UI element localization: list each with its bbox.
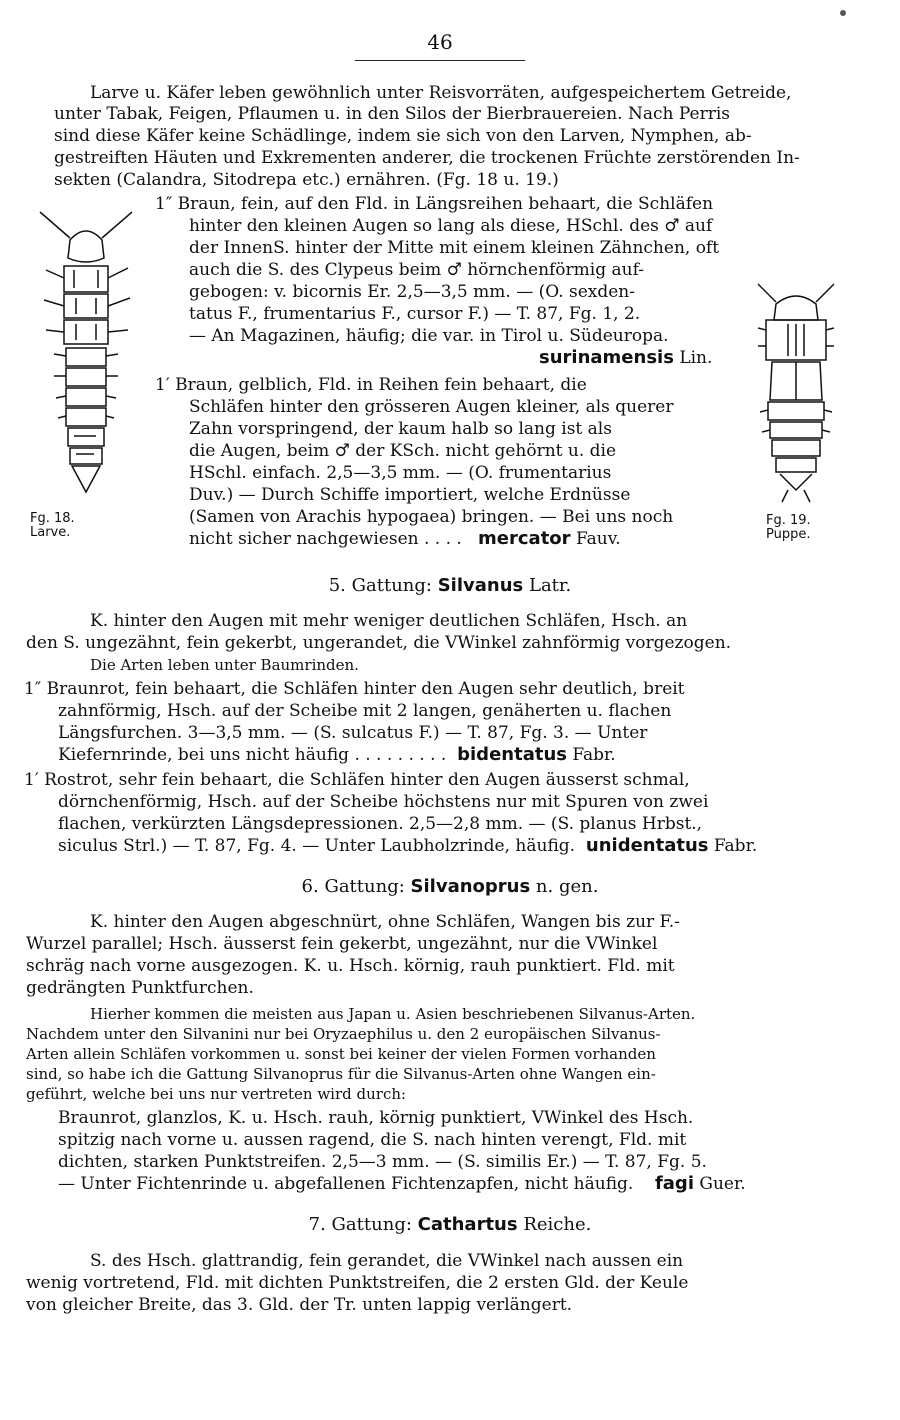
key1-line: auch die S. des Clypeus beim ♂ hörnchenförmig auf- — [189, 260, 645, 280]
genus6-note: sind, so habe ich die Gattung Silvanoprus für die Silvanus-Arten ohne Wangen ein- — [26, 1065, 656, 1083]
genus5-key2: 1′ Rostrot, sehr fein behaart, die Schläfen hinter den Augen äusserst schmal, — [24, 770, 690, 790]
key2-line: Schläfen hinter den grösseren Augen kleiner, als querer — [189, 397, 674, 417]
key1-line: hinter den kleinen Augen so lang als diese, HSchl. des ♂ auf — [189, 216, 713, 236]
key2-line: Zahn vorspringend, der kaum halb so lang ist als — [189, 419, 612, 439]
intro-line: sind diese Käfer keine Schädlinge, indem sie sich von den Larven, Nymphen, ab- — [54, 126, 752, 146]
intro-line: gestreiften Häuten und Exkrementen anderer, die trockenen Früchte zerstörenden In- — [54, 148, 800, 168]
species-name: bidentatus — [457, 744, 567, 765]
genus6-note: Nachdem unter den Silvanini nur bei Oryzaephilus u. den 2 europäischen Silvanus- — [26, 1025, 661, 1043]
genus6-species — [58, 1173, 746, 1195]
intro-line: Larve u. Käfer leben gewöhnlich unter Reisvorräten, aufgespeichertem Getreide, — [90, 83, 792, 103]
genus-name: Cathartus — [417, 1214, 518, 1235]
genus-heading: 7. Gattung: Cathartus Reiche. — [308, 1214, 592, 1235]
key1-line: — An Magazinen, häufig; die var. in Tirol u. Südeuropa. — [189, 326, 669, 346]
species-author: Fabr. — [572, 745, 616, 765]
species-author: Guer. — [699, 1174, 746, 1194]
key-text: — Unter Fichtenrinde u. abgefallenen Fichtenzapfen, nicht häufig. — [58, 1174, 634, 1194]
key1-line: 1″ Braun, fein, auf den Fld. in Längsreihen behaart, die Schläfen — [155, 194, 714, 214]
key-text: siculus Strl.) — T. 87, Fg. 4. — Unter Laubholzrinde, häufig. — [58, 836, 576, 856]
key-text: Kiefernrinde, bei uns nicht häufig . . . . . . . . . — [58, 745, 447, 765]
species-name: mercator — [478, 528, 571, 549]
key2-line: die Augen, beim ♂ der KSch. nicht gehörnt u. die — [189, 441, 617, 461]
species-author: Fabr. — [713, 836, 758, 856]
genus5-key1: zahnförmig, Hsch. auf der Scheibe mit 2 langen, genäherten u. flachen — [58, 701, 672, 721]
ink-speck — [840, 10, 846, 16]
fig19-label: Fg. 19. — [766, 513, 811, 528]
species-name: surinamensis — [539, 347, 674, 368]
genus5-key2: flachen, verkürzten Längsdepressionen. 2,5—2,8 mm. — (S. planus Hrbst., — [58, 814, 703, 834]
genus-name: Silvanus — [437, 575, 524, 596]
larva-figure — [32, 208, 142, 518]
genus-heading: 6. Gattung: Silvanoprus n. gen. — [301, 876, 599, 897]
key2-line: HSchl. einfach. 2,5—3,5 mm. — (O. frumentarius — [189, 463, 612, 483]
genus6-desc: gedrängten Punktfurchen. — [26, 978, 254, 998]
genus5-desc: K. hinter den Augen mit mehr weniger deutlichen Schläfen, Hsch. an — [90, 611, 688, 631]
genus5-key1: Längsfurchen. 3—3,5 mm. — (S. sulcatus F.) — T. 87, Fg. 3. — Unter — [58, 723, 648, 743]
genus5-note: Die Arten leben unter Baumrinden. — [90, 656, 359, 674]
genus5-key2 — [58, 835, 757, 857]
genus6-species: Braunrot, glanzlos, K. u. Hsch. rauh, körnig punktiert, VWinkel des Hsch. — [58, 1108, 694, 1128]
genus5-key1: 1″ Braunrot, fein behaart, die Schläfen hinter den Augen sehr deutlich, breit — [24, 679, 685, 699]
genus6-desc: K. hinter den Augen abgeschnürt, ohne Schläfen, Wangen bis zur F.- — [90, 912, 680, 932]
key2-line: (Samen von Arachis hypogaea) bringen. — Bei uns noch — [189, 507, 674, 527]
genus7-desc: wenig vortretend, Fld. mit dichten Punktstreifen, die 2 ersten Gld. der Keule — [26, 1273, 689, 1293]
genus6-species: spitzig nach vorne u. aussen ragend, die S. nach hinten verengt, Fld. mit — [58, 1130, 687, 1150]
key1-line: tatus F., frumentarius F., cursor F.) — T. 87, Fg. 1, 2. — [189, 304, 641, 324]
page-number: 46 — [427, 30, 453, 54]
fig19-caption: Puppe. — [766, 527, 811, 542]
genus6-desc: schräg nach vorne ausgezogen. K. u. Hsch. körnig, rauh punktiert. Fld. mit — [26, 956, 675, 976]
genus6-note: Arten allein Schläfen vorkommen u. sonst bei keiner der vielen Formen vorhanden — [26, 1045, 656, 1063]
key2-line: 1′ Braun, gelblich, Fld. in Reihen fein behaart, die — [155, 375, 587, 395]
key1-line: der InnenS. hinter der Mitte mit einem kleinen Zähnchen, oft — [189, 238, 720, 258]
genus7-desc: S. des Hsch. glattrandig, fein gerandet, die VWinkel nach aussen ein — [90, 1251, 684, 1271]
fig18-caption: Larve. — [30, 525, 71, 540]
genus-name: Silvanoprus — [410, 876, 531, 897]
intro-line: unter Tabak, Feigen, Pflaumen u. in den Silos der Bierbrauereien. Nach Perris — [54, 104, 730, 124]
genus6-species: dichten, starken Punktstreifen. 2,5—3 mm. — (S. similis Er.) — T. 87, Fg. 5. — [58, 1152, 707, 1172]
species-line — [539, 347, 712, 369]
genus6-note: Hierher kommen die meisten aus Japan u. Asien beschriebenen Silvanus-Arten. — [90, 1005, 696, 1023]
key1-line: gebogen: v. bicornis Er. 2,5—3,5 mm. — (O. sexden- — [189, 282, 635, 302]
key2-line — [189, 528, 621, 550]
header-rule — [355, 60, 525, 61]
genus6-desc: Wurzel parallel; Hsch. äusserst fein gekerbt, ungezähnt, nur die VWinkel — [26, 934, 658, 954]
species-name: unidentatus — [585, 835, 709, 856]
intro-line: sekten (Calandra, Sitodrepa etc.) ernähren. (Fg. 18 u. 19.) — [54, 170, 559, 190]
fig18-label: Fg. 18. — [30, 511, 75, 526]
genus5-key1 — [58, 744, 616, 766]
genus5-desc: den S. ungezähnt, fein gekerbt, ungerandet, die VWinkel zahnförmig vorgezogen. — [26, 633, 732, 653]
pupa-figure — [752, 280, 840, 515]
genus7-desc: von gleicher Breite, das 3. Gld. der Tr. unten lappig verlängert. — [26, 1295, 573, 1315]
genus5-key2: dörnchenförmig, Hsch. auf der Scheibe höchstens nur mit Spuren von zwei — [58, 792, 709, 812]
key2-text: nicht sicher nachgewiesen . . . . — [189, 529, 462, 549]
species-name: fagi — [654, 1173, 694, 1194]
key2-line: Duv.) — Durch Schiffe importiert, welche Erdnüsse — [189, 485, 631, 505]
genus6-note: geführt, welche bei uns nur vertreten wird durch: — [26, 1085, 407, 1103]
genus-heading: 5. Gattung: Silvanus Latr. — [328, 575, 572, 596]
species-author: Lin. — [679, 348, 713, 368]
species-author: Fauv. — [575, 529, 621, 549]
